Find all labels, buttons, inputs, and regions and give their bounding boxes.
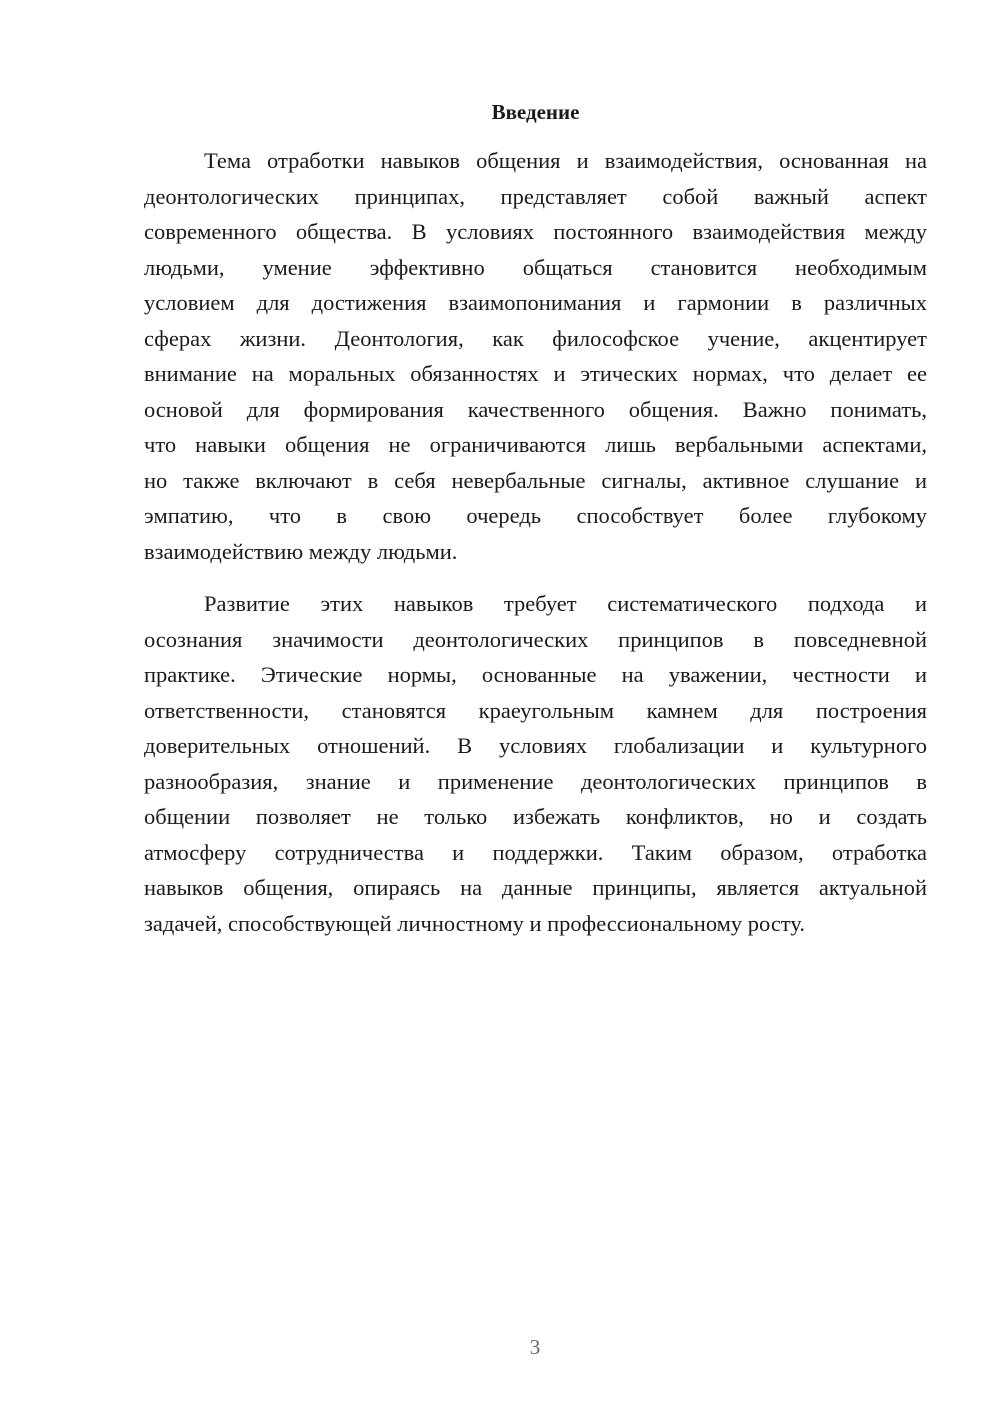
text-line: людьми, умение эффективно общаться становится необходимым	[144, 254, 927, 280]
text-line: сферах жизни. Деонтология, как философское учение, акцентирует	[144, 325, 927, 351]
text-line: современного общества. В условиях постоянного взаимодействия между	[144, 219, 927, 244]
text-line: общении позволяет не только избежать конфликтов, но и создать	[144, 804, 927, 829]
text-line: что навыки общения не ограничиваются лишь вербальными аспектами,	[144, 432, 927, 457]
text-line: деонтологических принципах, представляет собой важный аспект	[144, 183, 927, 209]
text-line: внимание на моральных обязанностях и этических нормах, что делает ее	[144, 361, 927, 386]
text-line: взаимодействию между людьми.	[144, 538, 458, 564]
paragraph-2	[144, 586, 927, 941]
text-line: ответственности, становятся краеугольным камнем для построения	[144, 697, 927, 723]
text-line: атмосферу сотрудничества и поддержки. Таким образом, отработка	[144, 839, 927, 865]
text-line: Развитие этих навыков требует систематического подхода и	[204, 591, 927, 616]
text-line: практике. Этические нормы, основанные на уважении, честности и	[144, 662, 927, 687]
page-number: 3	[529, 1335, 541, 1359]
text-line: задачей, способствующей личностному и профессиональному росту.	[144, 910, 805, 936]
paragraph-1	[144, 143, 927, 569]
section-heading: Введение	[491, 100, 580, 124]
text-line: осознания значимости деонтологических принципов в повседневной	[144, 626, 927, 652]
text-line: разнообразия, знание и применение деонтологических принципов в	[144, 768, 927, 794]
text-line: но также включают в себя невербальные сигналы, активное слушание и	[144, 467, 927, 493]
text-line: эмпатию, что в свою очередь способствует более глубокому	[144, 503, 927, 528]
text-line: навыков общения, опираясь на данные принципы, является актуальной	[144, 875, 927, 900]
text-line: Тема отработки навыков общения и взаимодействия, основанная на	[204, 148, 927, 173]
text-line: условием для достижения взаимопонимания и гармонии в различных	[144, 290, 927, 315]
text-line: доверительных отношений. В условиях глобализации и культурного	[144, 733, 927, 758]
text-line: основой для формирования качественного общения. Важно понимать,	[144, 396, 927, 422]
